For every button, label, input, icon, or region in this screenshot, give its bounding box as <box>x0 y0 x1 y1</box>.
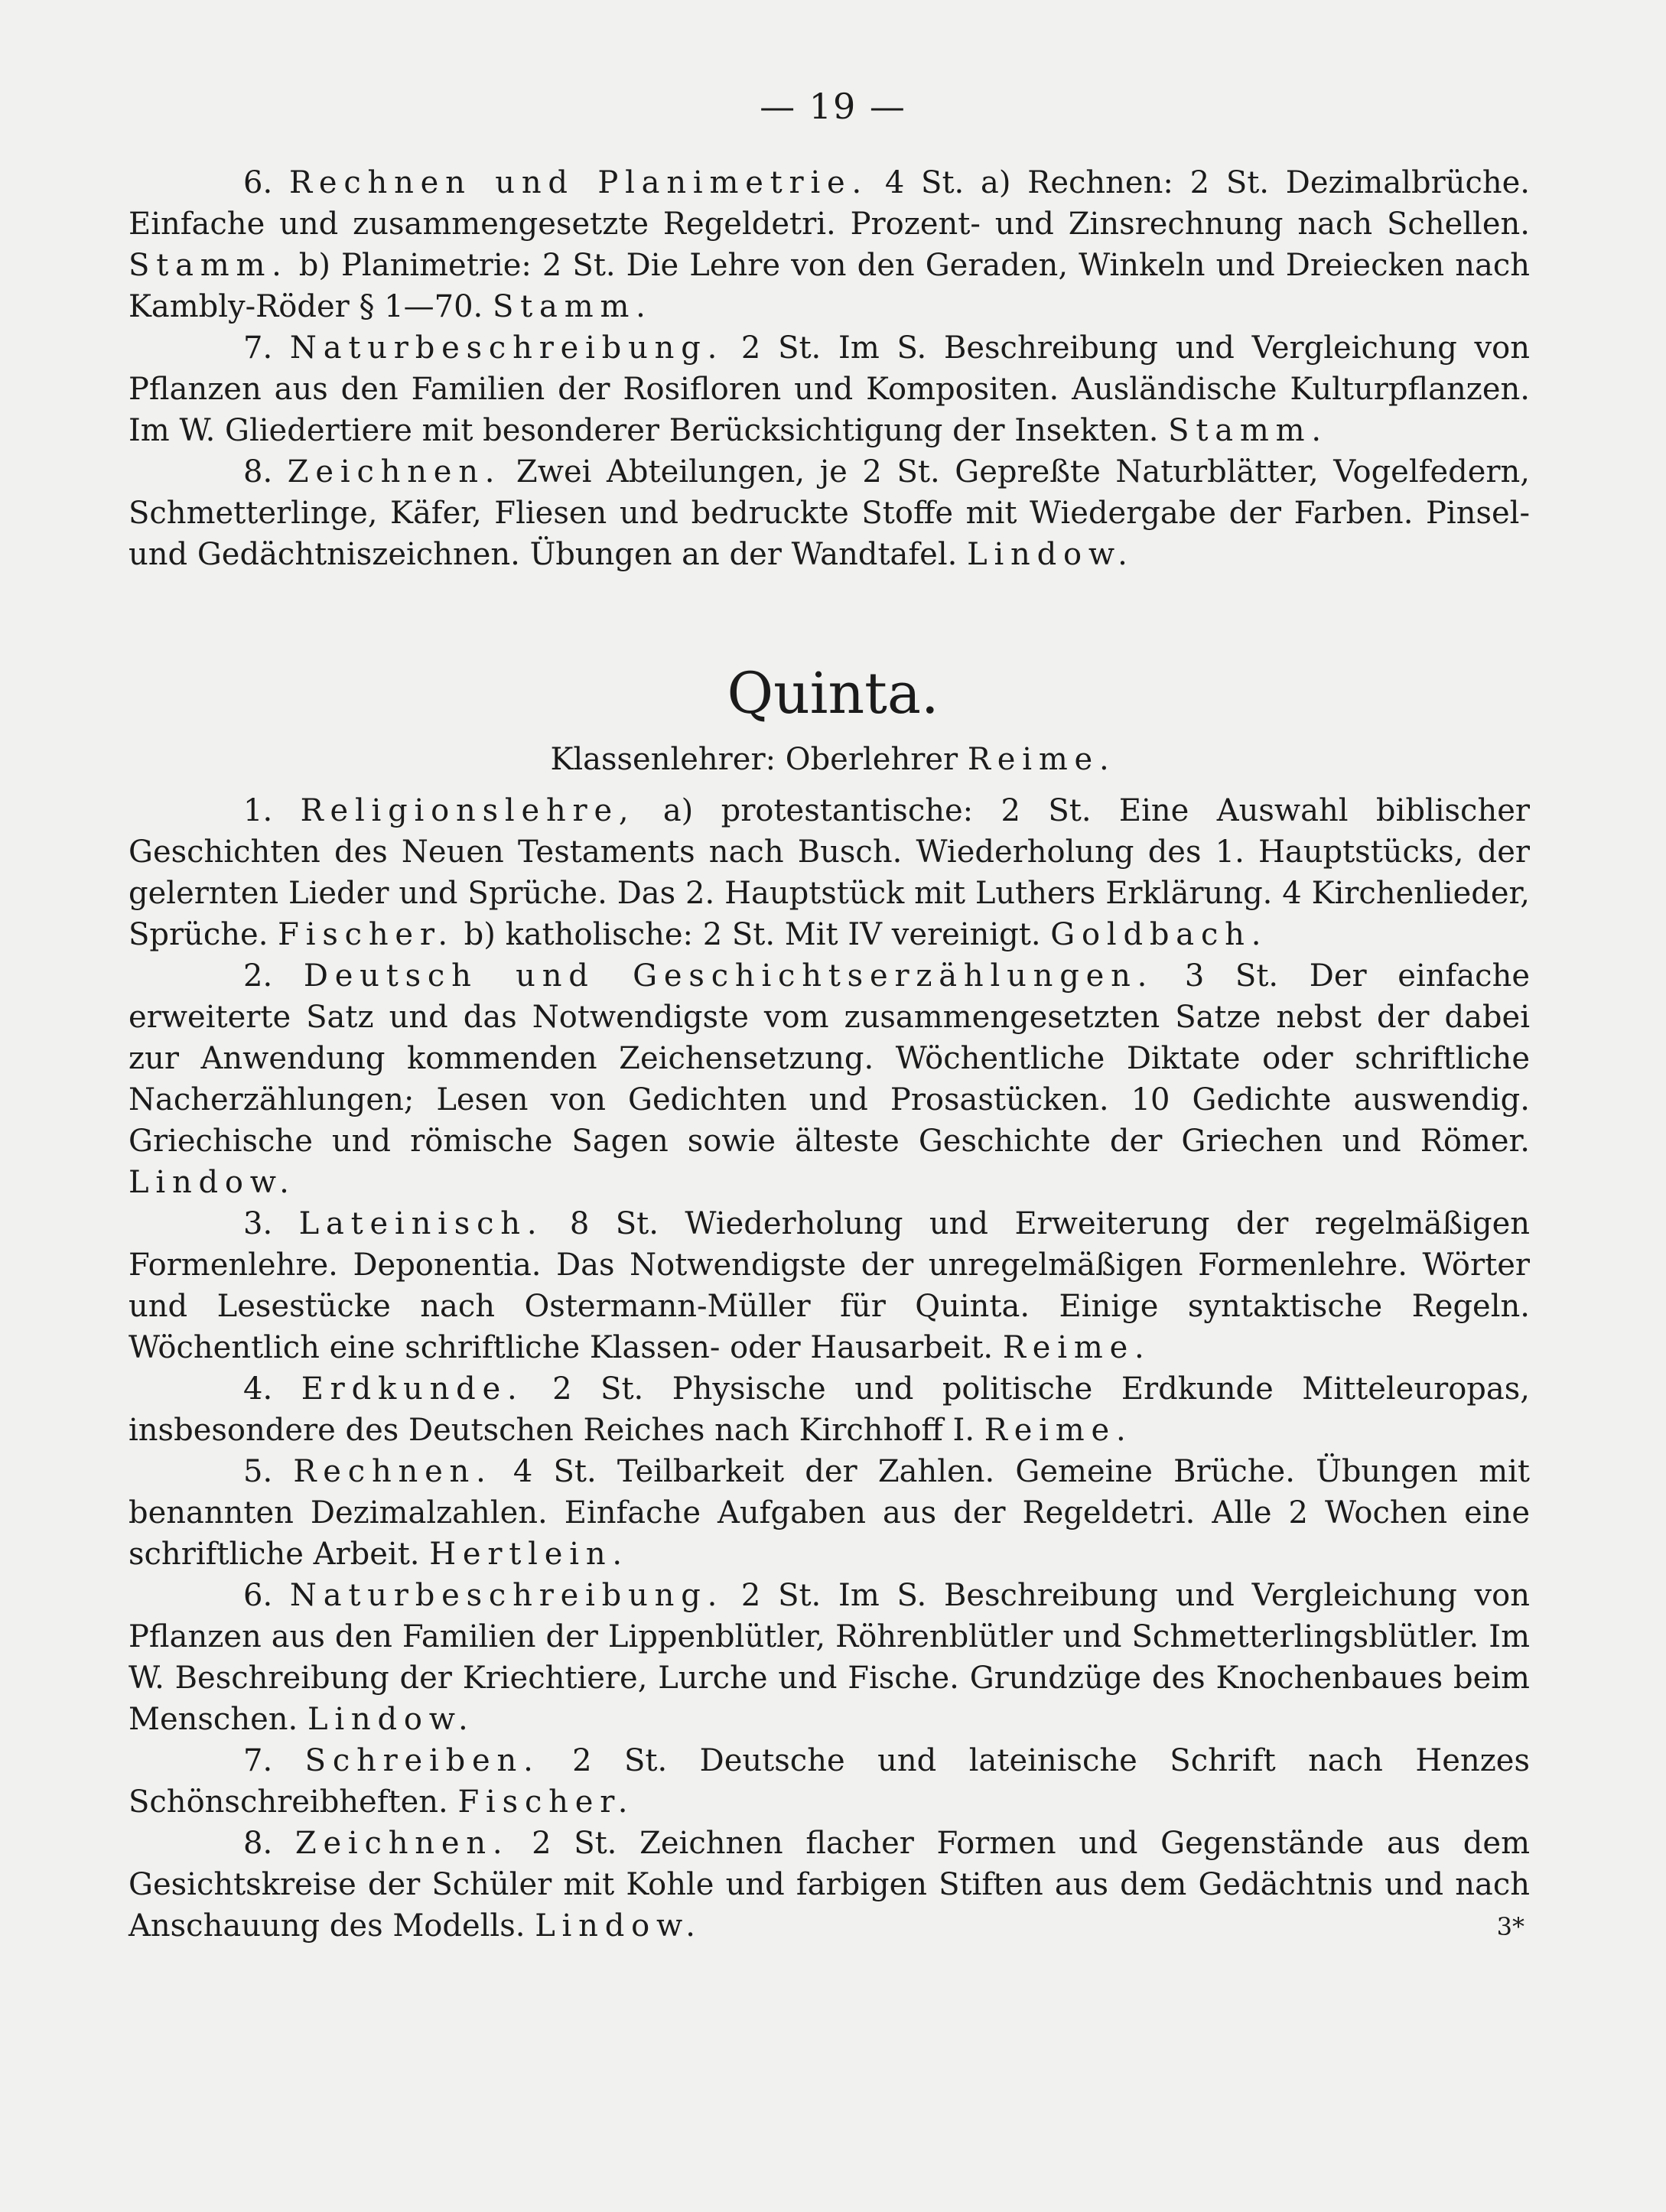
item-number: 7. <box>243 330 273 366</box>
subject-heading: Lateinisch. <box>298 1206 544 1241</box>
teacher-name: Goldbach. <box>1050 917 1268 952</box>
teacher-name: Reime. <box>984 1413 1133 1448</box>
item-text: 2 St. Im S. Beschreibung und Vergleichung von Pflanzen aus den Familien der Lippenblütler, Röhrenblütler und Schmetterlingsblütler. Im W. Beschreibung der Kriechtiere, Lurche und Fische. Grundzüge des Knochenbaues beim Menschen. <box>129 1578 1530 1737</box>
paragraph-schreiben <box>129 1740 1530 1823</box>
paragraph-rechnen-planimetrie <box>129 162 1530 327</box>
subject-heading: Schreiben. <box>304 1743 540 1778</box>
quinta-section <box>129 790 1530 1947</box>
paragraph-religionslehre <box>129 790 1530 955</box>
teacher-name: Fischer. <box>457 1784 635 1820</box>
paragraph-naturbeschreibung <box>129 327 1530 451</box>
subject-heading: Naturbeschreibung. <box>289 1578 724 1613</box>
item-number: 4. <box>243 1371 273 1407</box>
paragraph-rechnen <box>129 1451 1530 1575</box>
paragraph-zeichnen <box>129 1823 1530 1947</box>
subject-heading: Zeichnen. <box>294 1826 509 1861</box>
teacher-name: Lindow. <box>535 1908 702 1944</box>
class-teacher-label: Klassenlehrer: Oberlehrer <box>550 742 958 777</box>
paragraph-naturbeschreibung <box>129 1575 1530 1740</box>
item-number: 6. <box>243 1578 273 1613</box>
class-teacher-line <box>0 739 1666 780</box>
item-text: 4 St. Teilbarkeit der Zahlen. Gemeine Brüche. Übungen mit benannten Dezimalzahlen. Einfache Aufgaben aus der Regeldetri. Alle 2 Wochen eine schriftliche Arbeit. <box>129 1454 1530 1572</box>
subject-heading: Rechnen. <box>293 1454 493 1489</box>
item-number: 3. <box>243 1206 273 1241</box>
item-number: 7. <box>243 1743 273 1778</box>
paragraph-erdkunde <box>129 1368 1530 1451</box>
item-number: 6. <box>243 165 273 200</box>
teacher-name: Hertlein. <box>429 1537 629 1572</box>
page-number: — 19 — <box>760 86 906 127</box>
item-text: 2 St. Physische und politische Erdkunde Mitteleuropas, insbesondere des Deutschen Reiches nach Kirchhoff I. <box>129 1371 1530 1448</box>
item-text-continued: b) katholische: 2 St. Mit IV vereinigt. <box>454 917 1041 952</box>
subject-heading: Naturbeschreibung. <box>289 330 724 366</box>
teacher-name: Lindow. <box>307 1702 475 1737</box>
paragraph-lateinisch <box>129 1203 1530 1368</box>
upper-section <box>129 162 1530 575</box>
item-number: 1. <box>243 793 273 828</box>
item-number: 8. <box>243 1826 273 1861</box>
class-teacher-name: Reime. <box>967 742 1116 777</box>
subject-heading: Religionslehre, <box>300 793 636 828</box>
item-number: 5. <box>243 1454 273 1489</box>
item-text: 4 St. a) Rechnen: 2 St. Dezimalbrüche. Einfache und zusammengesetzte Regeldetri. Prozent- und Zinsrechnung nach Schellen. <box>129 165 1531 242</box>
teacher-name: Fischer. <box>278 917 454 952</box>
paragraph-deutsch <box>129 955 1530 1203</box>
subject-heading: Deutsch und Geschichtserzählungen. <box>303 958 1154 994</box>
teacher-name: Stamm. <box>492 289 652 324</box>
subject-heading: Rechnen und Planimetrie. <box>288 165 869 200</box>
item-text-continued: b) Planimetrie: 2 St. Die Lehre von den Geraden, Winkeln und Dreiecken nach Kambly-Röder § 1—70. <box>129 248 1530 324</box>
teacher-name: Reime. <box>1002 1330 1151 1365</box>
section-title-quinta: Quinta. <box>727 661 939 727</box>
item-text: 2 St. Zeichnen flacher Formen und Gegenstände aus dem Gesichtskreise der Schüler mit Kohle und farbigen Stiften aus dem Gedächtnis und nach Anschauung des Modells. <box>129 1826 1531 1944</box>
subject-heading: Zeichnen. <box>287 454 502 490</box>
subject-heading: Erdkunde. <box>301 1371 524 1407</box>
item-number: 8. <box>243 454 273 490</box>
teacher-name: Lindow. <box>967 537 1134 572</box>
item-text: 8 St. Wiederholung und Erweiterung der regelmäßigen Formenlehre. Deponentia. Das Notwendigste der unregelmäßigen Formenlehre. Wörter und Lesestücke nach Ostermann-Müller für Quinta. Einige syntaktische Regeln. Wöchentlich eine schriftliche Klassen- oder Hausarbeit. <box>129 1206 1531 1365</box>
item-text: a) protestantische: 2 St. Eine Auswahl biblischer Geschichten des Neuen Testaments nach Busch. Wiederholung des 1. Hauptstücks, der gelernten Lieder und Sprüche. Das 2. Hauptstück mit Luthers Erklärung. 4 Kirchenlieder, Sprüche. <box>129 793 1531 952</box>
teacher-name: Lindow. <box>129 1165 296 1200</box>
teacher-name: Stamm. <box>129 248 288 283</box>
paragraph-zeichnen <box>129 451 1530 575</box>
item-text: Zwei Abteilungen, je 2 St. Gepreßte Naturblätter, Vogelfedern, Schmetterlinge, Käfer, Fliesen und bedruckte Stoffe mit Wiedergabe der Farben. Pinsel- und Gedächtniszeichnen. Übungen an der Wandtafel. <box>129 454 1530 572</box>
item-text: 2 St. Deutsche und lateinische Schrift nach Henzes Schönschreibheften. <box>129 1743 1531 1820</box>
teacher-name: Stamm. <box>1168 413 1328 448</box>
sheet-signature-mark: 3* <box>1496 1912 1524 1941</box>
item-text: 3 St. Der einfache erweiterte Satz und das Notwendigste vom zusammengesetzten Satze nebst der dabei zur Anwendung kommenden Zeichensetzung. Wöchentliche Diktate oder schriftliche Nacherzählungen; Lesen von Gedichten und Prosastücken. 10 Gedichte auswendig. Griechische und römische Sagen sowie älteste Geschichte der Griechen und Römer. <box>129 958 1531 1159</box>
item-text: 2 St. Im S. Beschreibung und Vergleichung von Pflanzen aus den Familien der Rosifloren und Kompositen. Ausländische Kulturpflanzen. Im W. Gliedertiere mit besonderer Berücksichtigung der Insekten. <box>129 330 1530 448</box>
item-number: 2. <box>243 958 273 994</box>
